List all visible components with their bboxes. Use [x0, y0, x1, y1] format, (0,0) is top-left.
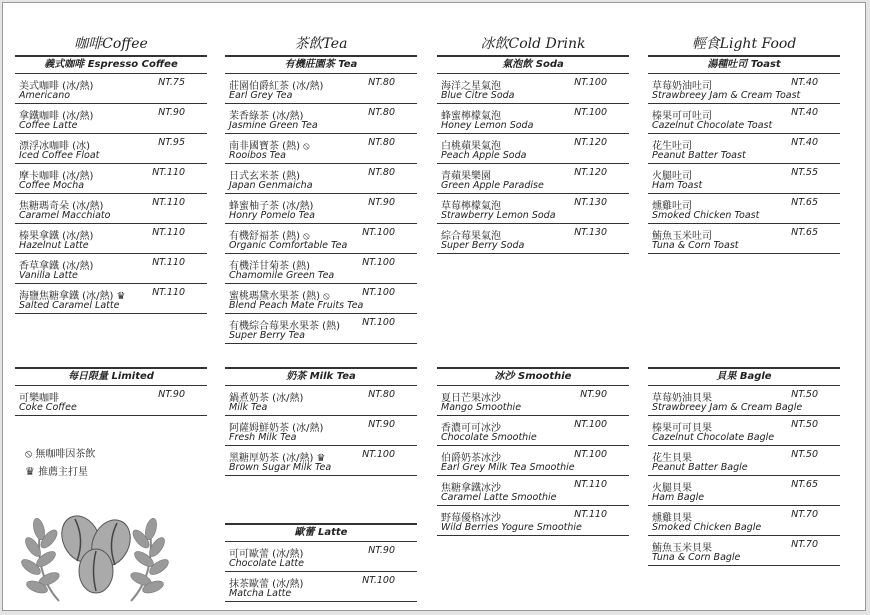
item-name-zh: 野莓優格冰沙 — [441, 513, 501, 524]
item-name-en: Vanilla Latte — [19, 270, 78, 281]
item-name-zh: 青蘋果樂園 — [441, 171, 491, 182]
item-name-en: Americano — [19, 90, 71, 101]
item-price: NT.40 — [791, 107, 818, 118]
item-name-en: Matcha Latte — [229, 588, 292, 599]
item-name-zh: 花生貝果 — [652, 453, 692, 464]
item-price: NT.65 — [791, 479, 818, 490]
item-name-en: Honey Lemon Soda — [441, 120, 534, 131]
menu-item — [437, 164, 629, 194]
header-light-food: 輕食Light Food — [691, 36, 797, 52]
item-name-zh: 火腿貝果 — [652, 483, 692, 494]
item-price: NT.70 — [791, 509, 818, 520]
item-name-zh: 草莓檸檬氣泡 — [441, 201, 501, 212]
menu-item — [437, 476, 629, 506]
item-name-en: Chocolate Smoothie — [441, 432, 537, 443]
item-price: NT.70 — [791, 539, 818, 550]
item-name-zh: 拿鐵咖啡 (冰/熱) — [19, 111, 94, 122]
item-name-en: Peach Apple Soda — [441, 150, 527, 161]
item-price: NT.80 — [368, 137, 395, 148]
header-cold-drink: 冰飲Cold Drink — [480, 36, 586, 52]
menu-item — [437, 506, 629, 536]
item-name-en: Cazelnut Chocolate Bagle — [652, 432, 775, 443]
menu-item — [648, 536, 840, 566]
item-name-en: Coke Coffee — [19, 402, 77, 413]
menu-item — [15, 386, 207, 416]
section-milk-tea — [225, 367, 417, 476]
legend — [25, 445, 95, 481]
item-name-en: Fresh Milk Tea — [229, 432, 297, 443]
menu-item — [15, 74, 207, 104]
item-price: NT.100 — [574, 77, 607, 88]
section-title: 氣泡飲 Soda — [437, 55, 629, 74]
section-toast — [648, 55, 840, 254]
menu-item — [225, 74, 417, 104]
item-price: NT.120 — [574, 167, 607, 178]
menu-item — [437, 74, 629, 104]
item-price: NT.50 — [791, 389, 818, 400]
menu-item — [437, 134, 629, 164]
menu-item — [648, 134, 840, 164]
item-price: NT.110 — [152, 227, 185, 238]
item-name-en: Honry Pomelo Tea — [229, 210, 315, 221]
section-title: 冰沙 Smoothie — [437, 367, 629, 386]
menu-item — [437, 194, 629, 224]
item-price: NT.80 — [368, 107, 395, 118]
item-name-zh: 伯爵奶茶冰沙 — [441, 453, 501, 464]
item-name-en: Super Berry Soda — [441, 240, 525, 251]
item-name-en: Jasmine Green Tea — [229, 120, 318, 131]
item-name-en: Strawbreey Jam & Cream Toast — [652, 90, 801, 101]
item-name-en: Salted Caramel Latte — [19, 300, 120, 311]
item-name-zh: 香草拿鐵 (冰/熱) — [19, 261, 94, 272]
item-price: NT.55 — [791, 167, 818, 178]
item-name-en: Iced Coffee Float — [19, 150, 100, 161]
item-name-zh: 有機舒福茶 (熱) ⦸ — [229, 231, 310, 242]
section-title: 貝果 Bagle — [648, 367, 840, 386]
menu-item — [437, 386, 629, 416]
item-price: NT.65 — [791, 197, 818, 208]
menu-item — [225, 542, 417, 572]
item-price: NT.90 — [368, 419, 395, 430]
item-name-en: Organic Comfortable Tea — [229, 240, 348, 251]
item-name-zh: 榛果拿鐵 (冰/熱) — [19, 231, 94, 242]
item-name-zh: 摩卡咖啡 (冰/熱) — [19, 171, 94, 182]
menu-item — [648, 446, 840, 476]
menu-item — [648, 194, 840, 224]
menu-item — [225, 284, 417, 314]
menu-item — [648, 506, 840, 536]
item-price: NT.65 — [791, 227, 818, 238]
item-name-zh: 美式咖啡 (冰/熱) — [19, 81, 94, 92]
item-name-en: Caramel Latte Smoothie — [441, 492, 557, 503]
menu-item — [225, 446, 417, 476]
item-price: NT.110 — [574, 509, 607, 520]
item-name-en: Smoked Chicken Bagle — [652, 522, 762, 533]
item-price: NT.90 — [158, 389, 185, 400]
item-name-zh: 綜合莓果氣泡 — [441, 231, 501, 242]
menu-item — [648, 224, 840, 254]
item-name-zh: 日式玄米茶 (熱) — [229, 171, 300, 182]
item-price: NT.110 — [152, 197, 185, 208]
item-name-en: Green Apple Paradise — [441, 180, 544, 191]
item-price: NT.100 — [362, 287, 395, 298]
item-name-zh: 焦糖拿鐵冰沙 — [441, 483, 501, 494]
menu-item — [225, 104, 417, 134]
item-name-zh: 草莓奶油貝果 — [652, 393, 712, 404]
item-name-zh: 蜂蜜柚子茶 (冰/熱) — [229, 201, 314, 212]
item-name-en: Wild Berries Yogure Smoothie — [441, 522, 582, 533]
crown-icon: ♛ — [25, 465, 35, 478]
item-name-en: Blue Citre Soda — [441, 90, 515, 101]
item-name-zh: 可可歐蕾 (冰/熱) — [229, 549, 304, 560]
item-name-en: Earl Grey Milk Tea Smoothie — [441, 462, 575, 473]
item-name-zh: 漂浮冰咖啡 (冰) — [19, 141, 90, 152]
item-name-en: Ham Toast — [652, 180, 703, 191]
item-name-zh: 焦糖瑪奇朵 (冰/熱) — [19, 201, 104, 212]
menu-item — [648, 416, 840, 446]
legend-recommended: ♛ 推薦主打星 — [25, 465, 89, 478]
item-price: NT.100 — [362, 257, 395, 268]
section-title: 義式咖啡 Espresso Coffee — [15, 55, 207, 74]
header-coffee: 咖啡Coffee — [74, 36, 148, 52]
section-title: 有機莊園茶 Tea — [225, 55, 417, 74]
item-name-en: Strawberry Lemon Soda — [441, 210, 556, 221]
item-name-zh: 可樂咖啡 — [19, 393, 59, 404]
item-name-zh: 榛果可可吐司 — [652, 111, 712, 122]
item-name-zh: 燻雞吐司 — [652, 201, 692, 212]
item-name-zh: 抹茶歐蕾 (冰/熱) — [229, 579, 304, 590]
item-name-en: Tuna & Corn Toast — [652, 240, 739, 251]
menu-item — [648, 104, 840, 134]
item-price: NT.100 — [362, 317, 395, 328]
section-limited — [15, 367, 207, 416]
menu-item — [225, 164, 417, 194]
item-price: NT.130 — [574, 197, 607, 208]
item-price: NT.95 — [158, 137, 185, 148]
menu-item — [15, 164, 207, 194]
item-name-zh: 燻雞貝果 — [652, 513, 692, 524]
item-name-en: Smoked Chicken Toast — [652, 210, 760, 221]
menu-item — [225, 386, 417, 416]
menu-item — [648, 386, 840, 416]
section-title: 每日限量 Limited — [15, 367, 207, 386]
item-price: NT.100 — [362, 575, 395, 586]
item-price: NT.90 — [580, 389, 607, 400]
item-name-en: Ham Bagle — [652, 492, 705, 503]
item-name-zh: 草莓奶油吐司 — [652, 81, 712, 92]
item-name-zh: 香濃可可冰沙 — [441, 423, 501, 434]
item-price: NT.120 — [574, 137, 607, 148]
item-name-en: Brown Sugar Milk Tea — [229, 462, 332, 473]
item-name-zh: 海洋之星氣泡 — [441, 81, 501, 92]
item-name-zh: 鍋煮奶茶 (冰/熱) — [229, 393, 304, 404]
item-price: NT.80 — [368, 167, 395, 178]
item-price: NT.110 — [152, 257, 185, 268]
item-name-en: Mango Smoothie — [441, 402, 522, 413]
item-price: NT.100 — [362, 227, 395, 238]
section-organic-tea — [225, 55, 417, 344]
menu-item — [648, 476, 840, 506]
item-name-en: Coffee Latte — [19, 120, 78, 131]
section-latte — [225, 523, 417, 602]
menu-item — [437, 104, 629, 134]
item-name-zh: 有機洋甘菊茶 (熱) — [229, 261, 310, 272]
item-name-zh: 花生吐司 — [652, 141, 692, 152]
item-price: NT.80 — [368, 77, 395, 88]
menu-item — [225, 314, 417, 344]
item-name-en: Blend Peach Mate Fruits Tea — [229, 300, 364, 311]
item-price: NT.110 — [152, 287, 185, 298]
item-price: NT.130 — [574, 227, 607, 238]
item-name-zh: 蜜桃瑪黛水果茶 (熱) ⦸ — [229, 291, 330, 302]
item-name-zh: 阿薩姆鮮奶茶 (冰/熱) — [229, 423, 324, 434]
menu-item — [15, 134, 207, 164]
menu-item — [15, 104, 207, 134]
menu-item — [15, 194, 207, 224]
item-name-en: Tuna & Corn Bagle — [652, 552, 741, 563]
menu-item — [225, 134, 417, 164]
item-price: NT.100 — [574, 419, 607, 430]
item-name-zh: 海鹽焦糖拿鐵 (冰/熱) ♛ — [19, 291, 126, 302]
section-smoothie — [437, 367, 629, 536]
item-name-en: Peanut Batter Toast — [652, 150, 746, 161]
section-espresso — [15, 55, 207, 314]
item-price: NT.90 — [368, 545, 395, 556]
section-title: 奶茶 Milk Tea — [225, 367, 417, 386]
menu-item — [225, 224, 417, 254]
item-name-zh: 黑糖厚奶茶 (冰/熱) ♛ — [229, 453, 326, 464]
menu-page — [2, 2, 866, 611]
menu-item — [15, 284, 207, 314]
item-name-zh: 鮪魚玉米吐司 — [652, 231, 712, 242]
item-name-en: Super Berry Tea — [229, 330, 305, 341]
menu-item — [225, 572, 417, 602]
item-name-en: Chamomile Green Tea — [229, 270, 335, 281]
item-price: NT.100 — [574, 107, 607, 118]
item-name-en: Earl Grey Tea — [229, 90, 293, 101]
item-name-zh: 白桃蘋果氣泡 — [441, 141, 501, 152]
menu-item — [15, 254, 207, 284]
menu-item — [225, 194, 417, 224]
item-price: NT.90 — [368, 197, 395, 208]
item-name-zh: 火腿吐司 — [652, 171, 692, 182]
menu-item — [437, 224, 629, 254]
item-name-en: Chocolate Latte — [229, 558, 304, 569]
section-soda — [437, 55, 629, 254]
menu-item — [225, 254, 417, 284]
item-name-zh: 榛果可可貝果 — [652, 423, 712, 434]
item-name-en: Japan Genmaicha — [229, 180, 313, 191]
item-name-en: Caramel Macchiato — [19, 210, 111, 221]
item-price: NT.75 — [158, 77, 185, 88]
item-name-zh: 有機綜合莓果水果茶 (熱) — [229, 321, 340, 332]
menu-item — [225, 416, 417, 446]
menu-item — [437, 416, 629, 446]
item-price: NT.110 — [152, 167, 185, 178]
menu-item — [437, 446, 629, 476]
menu-item — [648, 74, 840, 104]
item-name-en: Coffee Mocha — [19, 180, 85, 191]
item-name-zh: 夏日芒果冰沙 — [441, 393, 501, 404]
menu-item — [15, 224, 207, 254]
item-name-en: Milk Tea — [229, 402, 268, 413]
no-caffeine-icon: ⦸ — [25, 447, 33, 460]
menu-item — [648, 164, 840, 194]
item-name-en: Strawbreey Jam & Cream Bagle — [652, 402, 803, 413]
item-price: NT.110 — [574, 479, 607, 490]
item-price: NT.100 — [574, 449, 607, 460]
legend-caffeine-free: ⦸ 無咖啡因茶飲 — [25, 447, 96, 460]
item-name-en: Hazelnut Latte — [19, 240, 89, 251]
item-price: NT.50 — [791, 419, 818, 430]
laurel-coffee-bean-logo — [19, 483, 171, 613]
item-price: NT.80 — [368, 389, 395, 400]
section-bagle — [648, 367, 840, 566]
item-price: NT.40 — [791, 137, 818, 148]
item-name-en: Peanut Batter Bagle — [652, 462, 748, 473]
section-title: 歐蕾 Latte — [225, 523, 417, 542]
item-name-en: Rooibos Tea — [229, 150, 286, 161]
item-name-zh: 南非國寶茶 (熱) ⦸ — [229, 141, 310, 152]
item-name-en: Cazelnut Chocolate Toast — [652, 120, 773, 131]
item-price: NT.90 — [158, 107, 185, 118]
item-name-zh: 蜂蜜檸檬氣泡 — [441, 111, 501, 122]
item-price: NT.100 — [362, 449, 395, 460]
item-name-zh: 茉香綠茶 (冰/熱) — [229, 111, 304, 122]
section-title: 湯種吐司 Toast — [648, 55, 840, 74]
item-price: NT.50 — [791, 449, 818, 460]
item-price: NT.40 — [791, 77, 818, 88]
header-tea: 茶飲Tea — [294, 36, 348, 52]
item-name-zh: 莊園伯爵紅茶 (冰/熱) — [229, 81, 324, 92]
item-name-zh: 鮪魚玉米貝果 — [652, 543, 712, 554]
